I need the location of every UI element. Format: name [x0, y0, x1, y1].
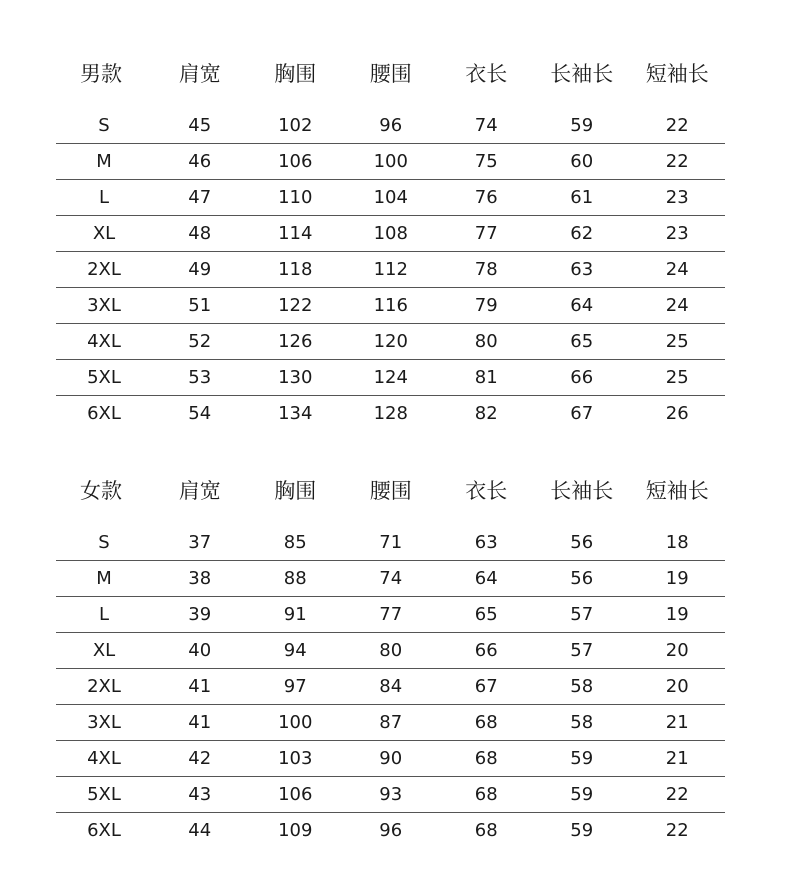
men-header-row: [56, 50, 725, 96]
long-sleeve-value: 67: [570, 403, 594, 424]
short-sleeve-value: 18: [630, 525, 726, 561]
waist-value: 112: [343, 252, 439, 288]
short-sleeve-value: 22: [630, 108, 726, 144]
shoulder-value: 53: [152, 360, 248, 396]
waist-value: 93: [343, 777, 439, 813]
short-sleeve-value: 22: [665, 820, 689, 841]
table-row: [56, 777, 725, 813]
size-label: 5XL: [87, 784, 121, 805]
size-label-cell: [56, 108, 152, 144]
chest-value: 126: [248, 324, 344, 360]
long-sleeve-value: 56: [534, 525, 630, 561]
long-sleeve-value: 64: [534, 288, 630, 324]
size-label-cell: [56, 180, 152, 216]
long-sleeve-value: 59: [534, 741, 630, 777]
length-value: 76: [439, 180, 535, 216]
short-sleeve-value: 25: [630, 324, 726, 360]
length-value: 63: [439, 525, 535, 561]
shoulder-value: 45: [152, 108, 248, 144]
size-label: S: [98, 115, 110, 136]
short-sleeve-value: 21: [630, 705, 726, 741]
size-label-cell: [56, 741, 152, 777]
long-sleeve-value: 56: [534, 561, 630, 597]
table-row: [56, 216, 725, 252]
shoulder-value: 41: [152, 669, 248, 705]
short-sleeve-value: 26: [665, 403, 689, 424]
chest-value: 130: [248, 360, 344, 396]
chest-value: 103: [248, 741, 344, 777]
chest-value: 114: [248, 216, 344, 252]
column-header-length: 衣长: [465, 479, 508, 503]
length-value: 66: [439, 633, 535, 669]
size-label-cell: [56, 288, 152, 324]
shoulder-value: 40: [152, 633, 248, 669]
table-row: [56, 288, 725, 324]
size-label: 3XL: [87, 295, 121, 316]
women-size-table: [56, 467, 725, 848]
chest-value: 85: [248, 525, 344, 561]
size-label: 6XL: [87, 403, 121, 424]
size-label-cell: [56, 561, 152, 597]
length-value: 68: [439, 777, 535, 813]
column-header-long-sleeve: 长袖长: [550, 479, 614, 503]
table-row: [56, 252, 725, 288]
size-label-cell: [56, 669, 152, 705]
long-sleeve-value: 63: [534, 252, 630, 288]
table-row: [56, 144, 725, 180]
shoulder-value: 51: [152, 288, 248, 324]
size-label: L: [98, 604, 110, 625]
long-sleeve-value: 65: [534, 324, 630, 360]
size-label: 3XL: [87, 712, 121, 733]
chest-value: 94: [248, 633, 344, 669]
long-sleeve-value: 62: [534, 216, 630, 252]
table-row: [56, 180, 725, 216]
column-header-shoulder: 肩宽: [178, 62, 221, 86]
waist-value: 74: [343, 561, 439, 597]
chest-value: 102: [248, 108, 344, 144]
size-label-cell: [56, 252, 152, 288]
size-label-cell: [56, 777, 152, 813]
shoulder-value: 47: [152, 180, 248, 216]
table-row: [56, 108, 725, 144]
chest-value: 106: [248, 144, 344, 180]
column-header-chest: 胸围: [274, 62, 317, 86]
table-row: [56, 669, 725, 705]
short-sleeve-value: 23: [630, 180, 726, 216]
chest-value: 118: [248, 252, 344, 288]
shoulder-value: 44: [188, 820, 212, 841]
waist-value: 120: [343, 324, 439, 360]
table-row: [56, 561, 725, 597]
waist-value: 77: [343, 597, 439, 633]
long-sleeve-value: 66: [534, 360, 630, 396]
size-label-cell: [56, 144, 152, 180]
waist-value: 116: [343, 288, 439, 324]
size-label: L: [98, 187, 110, 208]
waist-value: 80: [343, 633, 439, 669]
size-label: XL: [92, 640, 116, 661]
length-value: 80: [439, 324, 535, 360]
shoulder-value: 41: [152, 705, 248, 741]
chest-value: 88: [248, 561, 344, 597]
waist-value: 71: [343, 525, 439, 561]
long-sleeve-value: 58: [534, 669, 630, 705]
shoulder-value: 49: [152, 252, 248, 288]
short-sleeve-value: 23: [630, 216, 726, 252]
length-value: 79: [439, 288, 535, 324]
long-sleeve-value: 59: [570, 820, 594, 841]
table-row: [56, 705, 725, 741]
men-size-table: [56, 50, 725, 431]
long-sleeve-value: 60: [534, 144, 630, 180]
length-value: 78: [439, 252, 535, 288]
size-label: 2XL: [87, 676, 121, 697]
length-value: 67: [439, 669, 535, 705]
size-label: M: [96, 151, 112, 172]
short-sleeve-value: 22: [630, 144, 726, 180]
chest-value: 134: [278, 403, 313, 424]
long-sleeve-value: 58: [534, 705, 630, 741]
chest-value: 100: [248, 705, 344, 741]
short-sleeve-value: 19: [630, 561, 726, 597]
size-label-cell: [56, 324, 152, 360]
length-value: 74: [439, 108, 535, 144]
size-label-cell: [56, 705, 152, 741]
size-label-cell: [56, 360, 152, 396]
waist-value: 87: [343, 705, 439, 741]
length-value: 68: [474, 820, 498, 841]
size-label: 6XL: [87, 820, 121, 841]
chest-value: 97: [248, 669, 344, 705]
long-sleeve-value: 61: [534, 180, 630, 216]
waist-value: 124: [343, 360, 439, 396]
size-label-cell: [56, 597, 152, 633]
table-row: [56, 396, 725, 432]
table-row: [56, 525, 725, 561]
long-sleeve-value: 59: [534, 108, 630, 144]
length-value: 82: [474, 403, 498, 424]
long-sleeve-value: 57: [534, 597, 630, 633]
long-sleeve-value: 57: [534, 633, 630, 669]
length-value: 65: [439, 597, 535, 633]
waist-value: 84: [343, 669, 439, 705]
size-label-cell: [56, 525, 152, 561]
waist-value: 96: [379, 820, 403, 841]
length-value: 68: [439, 741, 535, 777]
waist-value: 104: [343, 180, 439, 216]
size-label: 4XL: [87, 748, 121, 769]
length-value: 77: [439, 216, 535, 252]
size-label: 4XL: [87, 331, 121, 352]
column-header-length: 衣长: [465, 62, 508, 86]
size-label-cell: [56, 216, 152, 252]
column-header-waist: 腰围: [369, 62, 412, 86]
chest-value: 110: [248, 180, 344, 216]
column-header-waist: 腰围: [369, 479, 412, 503]
shoulder-value: 42: [152, 741, 248, 777]
women-table-title: 女款: [80, 479, 122, 503]
table-row: [56, 597, 725, 633]
waist-value: 96: [343, 108, 439, 144]
short-sleeve-value: 20: [630, 633, 726, 669]
column-header-long-sleeve: 长袖长: [550, 62, 614, 86]
waist-value: 108: [343, 216, 439, 252]
short-sleeve-value: 20: [630, 669, 726, 705]
chest-value: 122: [248, 288, 344, 324]
length-value: 81: [439, 360, 535, 396]
chest-value: 109: [278, 820, 313, 841]
waist-value: 100: [343, 144, 439, 180]
size-label: M: [96, 568, 112, 589]
shoulder-value: 38: [152, 561, 248, 597]
men-table-title: 男款: [80, 62, 122, 86]
chest-value: 106: [248, 777, 344, 813]
chest-value: 91: [248, 597, 344, 633]
short-sleeve-value: 19: [630, 597, 726, 633]
table-row: [56, 741, 725, 777]
shoulder-value: 43: [152, 777, 248, 813]
shoulder-value: 39: [152, 597, 248, 633]
table-row: [56, 324, 725, 360]
table-row: [56, 360, 725, 396]
size-label: 2XL: [87, 259, 121, 280]
size-label-cell: [56, 813, 152, 849]
short-sleeve-value: 24: [630, 252, 726, 288]
shoulder-value: 52: [152, 324, 248, 360]
short-sleeve-value: 24: [630, 288, 726, 324]
waist-value: 90: [343, 741, 439, 777]
shoulder-value: 37: [152, 525, 248, 561]
size-label: 5XL: [87, 367, 121, 388]
short-sleeve-value: 25: [630, 360, 726, 396]
size-label-cell: [56, 396, 152, 432]
women-header-row: [56, 467, 725, 513]
shoulder-value: 48: [152, 216, 248, 252]
shoulder-value: 46: [152, 144, 248, 180]
shoulder-value: 54: [188, 403, 212, 424]
size-label: S: [98, 532, 110, 553]
column-header-short-sleeve: 短袖长: [645, 62, 709, 86]
length-value: 68: [439, 705, 535, 741]
column-header-chest: 胸围: [274, 479, 317, 503]
table-row: [56, 813, 725, 849]
table-row: [56, 633, 725, 669]
column-header-shoulder: 肩宽: [178, 479, 221, 503]
size-label-cell: [56, 633, 152, 669]
short-sleeve-value: 22: [630, 777, 726, 813]
waist-value: 128: [373, 403, 408, 424]
column-header-short-sleeve: 短袖长: [645, 479, 709, 503]
length-value: 75: [439, 144, 535, 180]
short-sleeve-value: 21: [630, 741, 726, 777]
long-sleeve-value: 59: [534, 777, 630, 813]
length-value: 64: [439, 561, 535, 597]
size-label: XL: [92, 223, 116, 244]
